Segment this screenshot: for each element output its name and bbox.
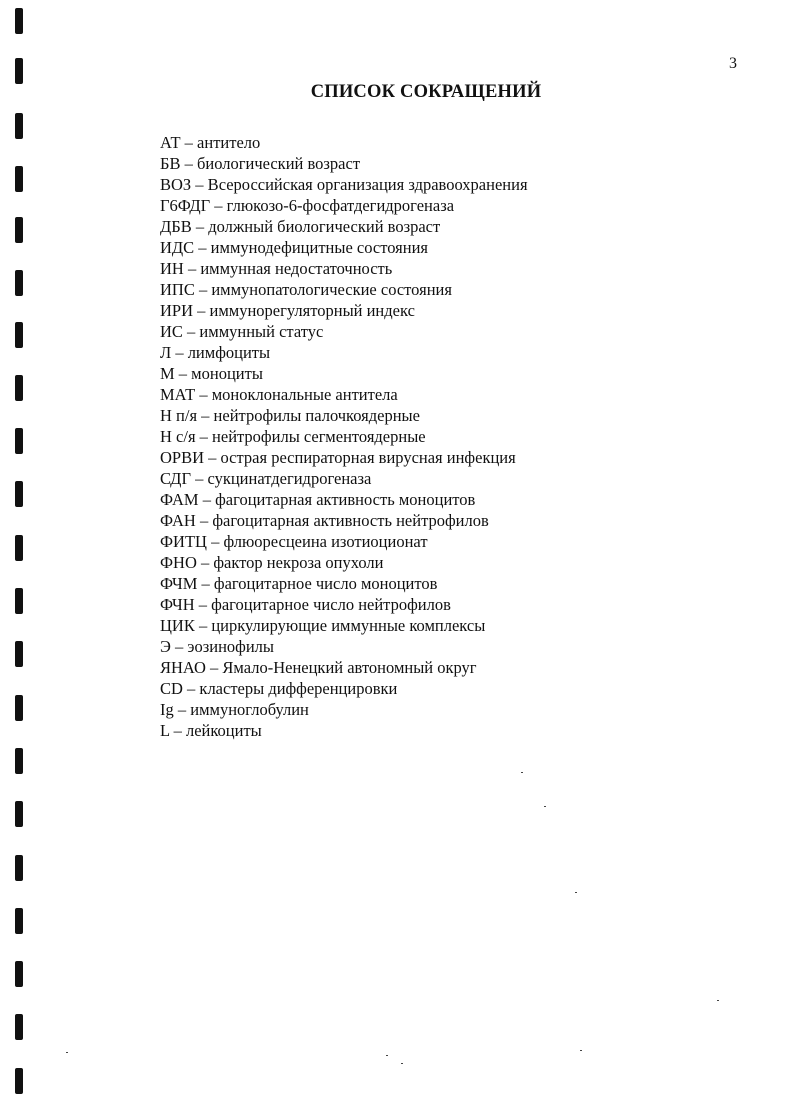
binding-mark [15, 535, 23, 561]
abbreviation-item: CD – кластеры дифференцировки [160, 679, 398, 698]
abbreviation-item: ФЧМ – фагоцитарное число моноцитов [160, 574, 438, 593]
abbreviation-item: ФЧН – фагоцитарное число нейтрофилов [160, 595, 451, 614]
abbreviation-item: ЯНАО – Ямало-Ненецкий автономный округ [160, 658, 477, 677]
scan-speck [521, 772, 523, 773]
abbreviation-item: ИРИ – иммунорегуляторный индекс [160, 301, 415, 320]
page-number: 3 [729, 55, 737, 72]
page-title: СПИСОК СОКРАЩЕНИЙ [310, 82, 542, 102]
binding-mark [15, 748, 23, 774]
abbreviation-item: БВ – биологический возраст [160, 154, 361, 173]
abbreviation-item: ФНО – фактор некроза опухоли [160, 553, 384, 572]
abbreviation-item: ИДС – иммунодефицитные состояния [160, 238, 428, 257]
abbreviation-item: ВОЗ – Всероссийская организация здравоохранения [160, 175, 528, 194]
abbreviation-item: ФАН – фагоцитарная активность нейтрофилов [160, 511, 489, 530]
binding-mark [15, 166, 23, 192]
binding-mark [15, 695, 23, 721]
abbreviation-item: АТ – антитело [160, 133, 261, 152]
abbreviation-item: Э – эозинофилы [160, 637, 274, 656]
binding-mark [15, 1068, 23, 1094]
abbreviation-item: ИН – иммунная недостаточность [160, 259, 393, 278]
binding-mark [15, 113, 23, 139]
binding-mark [15, 375, 23, 401]
binding-mark [15, 322, 23, 348]
abbreviation-item: L – лейкоциты [160, 721, 262, 740]
binding-mark [15, 1014, 23, 1040]
abbreviation-item: МАТ – моноклональные антитела [160, 385, 398, 404]
scan-speck [717, 1000, 719, 1001]
abbreviation-item: ФАМ – фагоцитарная активность моноцитов [160, 490, 476, 509]
scan-speck [386, 1055, 388, 1056]
binding-mark [15, 855, 23, 881]
binding-mark [15, 801, 23, 827]
abbreviation-item: Н с/я – нейтрофилы сегментоядерные [160, 427, 426, 446]
binding-hole-marks [15, 0, 27, 1102]
abbreviation-item: ИС – иммунный статус [160, 322, 324, 341]
abbreviation-item: СДГ – сукцинатдегидрогеназа [160, 469, 372, 488]
abbreviation-item: М – моноциты [160, 364, 263, 383]
abbreviation-item: Л – лимфоциты [160, 343, 271, 362]
binding-mark [15, 641, 23, 667]
scan-speck [544, 806, 546, 807]
binding-mark [15, 8, 23, 34]
abbreviation-item: ДБВ – должный биологический возраст [160, 217, 441, 236]
scan-speck [66, 1052, 68, 1053]
binding-mark [15, 961, 23, 987]
abbreviation-item: Ig – иммуноглобулин [160, 700, 309, 719]
abbreviation-item: ИПС – иммунопатологические состояния [160, 280, 452, 299]
abbreviation-list [160, 132, 720, 741]
binding-mark [15, 481, 23, 507]
binding-mark [15, 270, 23, 296]
binding-mark [15, 588, 23, 614]
abbreviation-item: ФИТЦ – флюоресцеина изотиоционат [160, 532, 428, 551]
binding-mark [15, 217, 23, 243]
abbreviation-item: Н п/я – нейтрофилы палочкоядерные [160, 406, 420, 425]
abbreviation-item: ЦИК – циркулирующие иммунные комплексы [160, 616, 486, 635]
binding-mark [15, 428, 23, 454]
abbreviation-item: ОРВИ – острая респираторная вирусная инфекция [160, 448, 516, 467]
scan-speck [575, 892, 577, 893]
abbreviation-item: Г6ФДГ – глюкозо-6-фосфатдегидрогеназа [160, 196, 455, 215]
scan-speck [401, 1063, 403, 1064]
scan-speck [580, 1050, 582, 1051]
binding-mark [15, 908, 23, 934]
